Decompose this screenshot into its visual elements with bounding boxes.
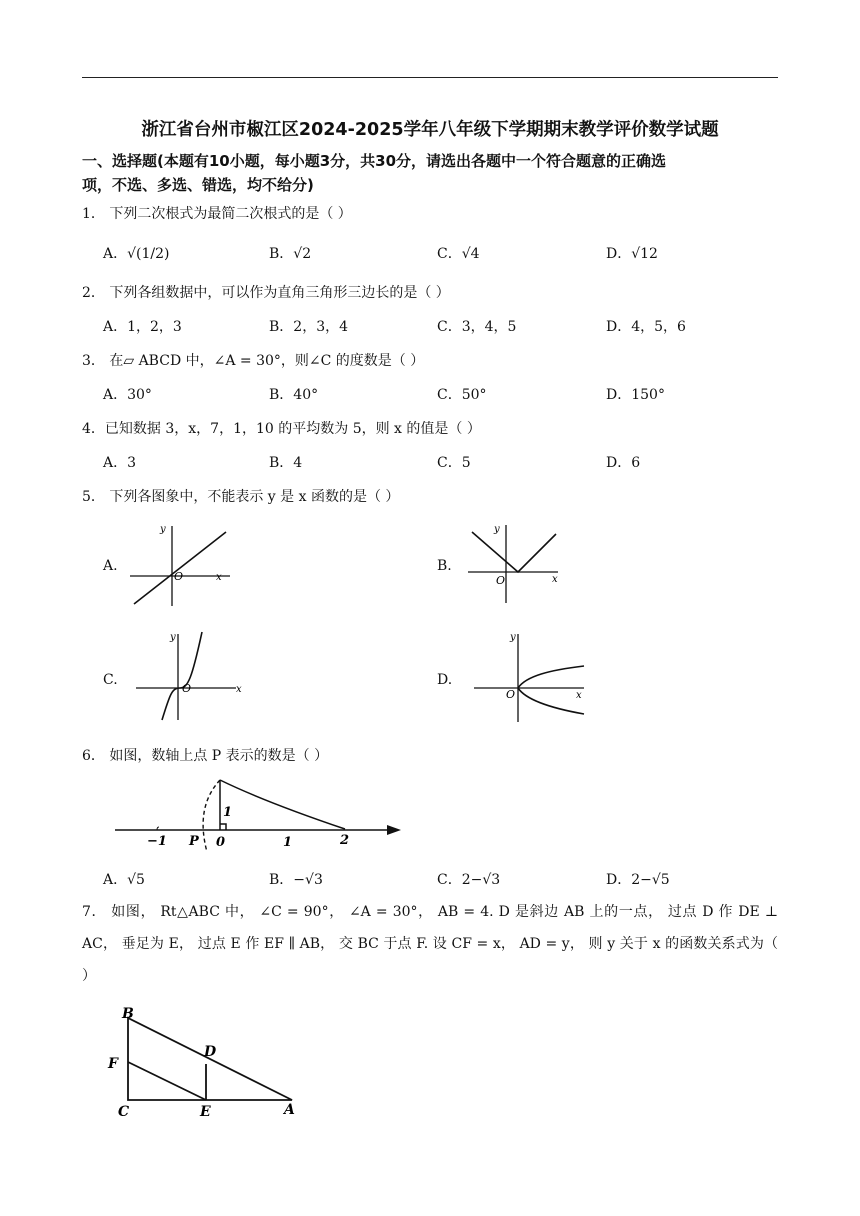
- graph-c-cubic: [132, 628, 252, 724]
- q3-option-b: B．40°: [269, 387, 319, 403]
- triangle-figure: [106, 1004, 306, 1122]
- graph-d-sideways-parabola: [470, 628, 590, 724]
- q2-option-a: A．1，2，3: [103, 319, 182, 335]
- graph-a-x-label: x: [216, 572, 222, 583]
- header-rule: [82, 77, 778, 78]
- section-heading-line2: 项，不选、多选、错选，均不给分): [82, 176, 314, 194]
- number-line-figure: [115, 772, 405, 854]
- q5-option-c: C.: [103, 672, 118, 688]
- q3-option-d: D．150°: [606, 387, 665, 403]
- nl-label-p: P: [189, 834, 199, 849]
- q2-option-d: D．4，5，6: [606, 319, 686, 335]
- q4-option-b: B．4: [269, 455, 303, 471]
- graph-c-origin-label: O: [182, 682, 192, 695]
- q2-option-b: B．2，3，4: [269, 319, 349, 335]
- q5-option-b: B.: [437, 558, 452, 574]
- graph-d-origin-label: O: [506, 688, 516, 701]
- nl-label-minus1: −1: [147, 834, 167, 849]
- page-title: 浙江省台州市椒江区2024-2025学年八年级下学期期末教学评价数学试题: [141, 120, 719, 140]
- tri-label-b: B: [122, 1006, 134, 1022]
- q6-option-d: D．2−√5: [606, 872, 670, 888]
- q3-option-c: C．50°: [437, 387, 487, 403]
- graph-b-y-label: y: [494, 524, 500, 535]
- graph-b-origin-label: O: [496, 574, 506, 587]
- question-6-stem: 6． 如图，数轴上点 P 表示的数是（ ）: [82, 748, 329, 764]
- q4-option-d: D．6: [606, 455, 641, 471]
- q6-option-c: C．2−√3: [437, 872, 501, 888]
- tri-label-d: D: [204, 1044, 217, 1060]
- graph-b-x-label: x: [552, 574, 558, 585]
- question-7-stem: 7． 如图， Rt△ABC 中， ∠C = 90°， ∠A = 30°， AB = 4. D 是斜边 AB 上的一点， 过点 D 作 DE ⊥ AC， 垂足为 E， 过点 E 作 EF ∥ AB， 交 BC 于点 F. 设 CF = x， AD = y， 则 y 关于 x 的函数关系式为（ ）: [82, 904, 778, 984]
- q6-option-b: B．−√3: [269, 872, 323, 888]
- q1-option-b: B．√2: [269, 246, 312, 262]
- q2-option-c: C．3，4，5: [437, 319, 517, 335]
- q4-option-a: A．3: [103, 455, 137, 471]
- tri-label-f: F: [108, 1056, 118, 1072]
- graph-c-x-label: x: [236, 684, 242, 695]
- question-2-stem: 2． 下列各组数据中，可以作为直角三角形三边长的是（ ）: [82, 285, 450, 301]
- section-heading-line1: 一、选择题(本题有10小题，每小题3分，共30分，请选出各题中一个符合题意的正确选: [82, 152, 667, 170]
- graph-d-y-label: y: [510, 632, 516, 643]
- q5-option-d: D.: [437, 672, 453, 688]
- q3-option-a: A．30°: [103, 387, 152, 403]
- nl-label-1: 1: [283, 835, 293, 850]
- q5-option-a: A.: [103, 558, 118, 574]
- graph-a-linear: [120, 520, 240, 610]
- graph-d-x-label: x: [576, 690, 582, 701]
- tri-label-a: A: [284, 1102, 295, 1118]
- graph-a-y-label: y: [160, 524, 166, 535]
- graph-b-absolute: [460, 520, 570, 606]
- q1-option-c: C．√4: [437, 246, 480, 262]
- tri-label-e: E: [200, 1104, 211, 1120]
- graph-c-y-label: y: [170, 632, 176, 643]
- tri-label-c: C: [118, 1104, 130, 1120]
- q4-option-c: C．5: [437, 455, 471, 471]
- nl-label-0: 0: [216, 835, 226, 850]
- graph-a-origin-label: O: [174, 570, 184, 583]
- question-1-stem: 1． 下列二次根式为最简二次根式的是（ ）: [82, 206, 352, 222]
- nl-segment-label-1: 1: [223, 805, 233, 820]
- question-4-stem: 4．已知数据 3，x，7，1，10 的平均数为 5，则 x 的值是（ ）: [82, 421, 481, 437]
- q1-option-d: D．√12: [606, 246, 658, 262]
- question-3-stem: 3． 在▱ ABCD 中，∠A = 30°，则∠C 的度数是（ ）: [82, 353, 425, 369]
- nl-label-2: 2: [340, 833, 350, 848]
- q1-option-a: A．√(1/2): [103, 246, 170, 262]
- q6-option-a: A．√5: [103, 872, 145, 888]
- question-5-stem: 5． 下列各图象中，不能表示 y 是 x 函数的是（ ）: [82, 489, 400, 505]
